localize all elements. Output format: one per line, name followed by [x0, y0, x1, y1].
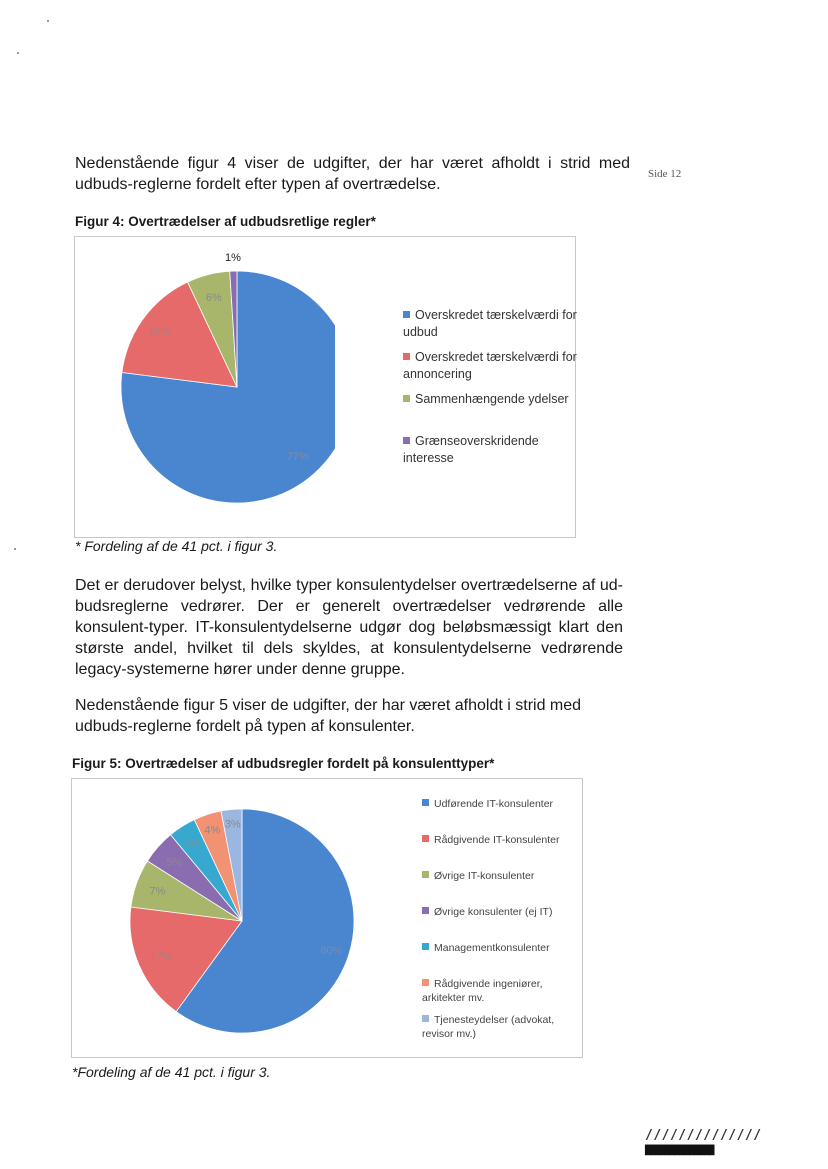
- legend-label: Tjenesteydelser (advokat, revisor mv.): [422, 1014, 555, 1040]
- figure5-note: *Fordeling af de 41 pct. i figur 3.: [72, 1064, 271, 1080]
- legend-swatch: [422, 1015, 429, 1022]
- legend-swatch: [422, 835, 429, 842]
- legend-item: [403, 307, 578, 341]
- figure5-title: Figur 5: Overtrædelser af udbudsregler fordelt på konsulenttyper*: [72, 756, 495, 771]
- scan-speck: [14, 548, 16, 550]
- legend-label: Overskredet tærskelværdi for udbud: [403, 308, 577, 339]
- legend-swatch: [422, 907, 429, 914]
- legend-swatch: [422, 943, 429, 950]
- pie-slice-label: 4%: [184, 838, 201, 851]
- legend-swatch: [422, 979, 429, 986]
- legend-item: [422, 797, 577, 811]
- legend-item: [422, 941, 577, 955]
- legend-item: [403, 391, 578, 408]
- pie-slice-label: 4%: [204, 824, 221, 837]
- legend-swatch: [422, 871, 429, 878]
- legend-item: [422, 869, 577, 883]
- legend-label: Rådgivende IT-konsulenter: [434, 834, 560, 846]
- legend-label: Rådgivende ingeniører, arkitekter mv.: [422, 978, 543, 1004]
- pie-slice-label: 6%: [205, 291, 222, 304]
- legend-label: Overskredet tærskelværdi for annoncering: [403, 350, 577, 381]
- pie-slice-label: 5%: [166, 856, 183, 869]
- pie-slice-label: 60%: [320, 945, 343, 958]
- legend-swatch: [422, 799, 429, 806]
- legend-item: [422, 977, 577, 1005]
- figure4-pie: [75, 237, 335, 537]
- figure4-note: * Fordeling af de 41 pct. i figur 3.: [75, 538, 278, 554]
- footer-marks-bottom: ██████████████: [645, 1146, 714, 1156]
- pie-slice-label: 17%: [150, 950, 173, 963]
- pie-slice-label: 3%: [224, 818, 241, 831]
- paragraph-intro-fig5: Nedenstående figur 5 viser de udgifter, der har været afholdt i strid med udbuds-reglerne fordelt på typen af konsulenter.: [75, 697, 582, 735]
- legend-swatch: [403, 353, 410, 360]
- legend-swatch: [403, 437, 410, 444]
- pie-slice-label: 77%: [286, 451, 309, 464]
- pie-slice-label: 1%: [224, 252, 241, 265]
- figure4-chart: [74, 236, 576, 538]
- legend-item: [403, 349, 578, 383]
- scan-speck: [47, 20, 49, 22]
- legend-item: [422, 905, 577, 919]
- legend-item: [422, 1013, 577, 1041]
- legend-label: Managementkonsulenter: [434, 942, 550, 954]
- legend-swatch: [403, 311, 410, 318]
- legend-item: [422, 833, 577, 847]
- paragraph-intro-fig4: Nedenstående figur 4 viser de udgifter, der har været afholdt i strid med udbuds-reglerne fordelt efter typen af overtrædelse.: [75, 155, 630, 193]
- legend-label: Sammenhængende ydelser: [415, 392, 569, 406]
- pie-slice-label: 7%: [149, 885, 166, 898]
- pie-slice-label: 16%: [148, 325, 171, 338]
- scan-speck: [17, 52, 19, 54]
- figure5-pie: [72, 779, 372, 1057]
- legend-label: Grænseoverskridende interesse: [403, 434, 539, 465]
- legend-label: Udførende IT-konsulenter: [434, 798, 554, 810]
- footer-marks-top: //////////////: [645, 1128, 762, 1143]
- legend-item: [403, 433, 578, 467]
- paragraph-consultants: Det er derudover belyst, hvilke typer konsulentydelser overtrædelserne af ud-budsreglerne vedrører. Der er generelt overtrædelser vedrørende alle konsulent-typer. IT-konsulentydelserne udgør dog beløbsmæssigt klart den største andel, hvilket til dels skyldes, at konsulentydelserne vedrørende legacy-systemerne hører under denne gruppe.: [75, 577, 623, 678]
- figure5-chart: [71, 778, 583, 1058]
- figure4-title: Figur 4: Overtrædelser af udbudsretlige regler*: [75, 214, 376, 229]
- legend-label: Øvrige IT-konsulenter: [434, 870, 535, 882]
- legend-label: Øvrige konsulenter (ej IT): [434, 906, 553, 918]
- page-number: Side 12: [648, 168, 682, 180]
- legend-swatch: [403, 395, 410, 402]
